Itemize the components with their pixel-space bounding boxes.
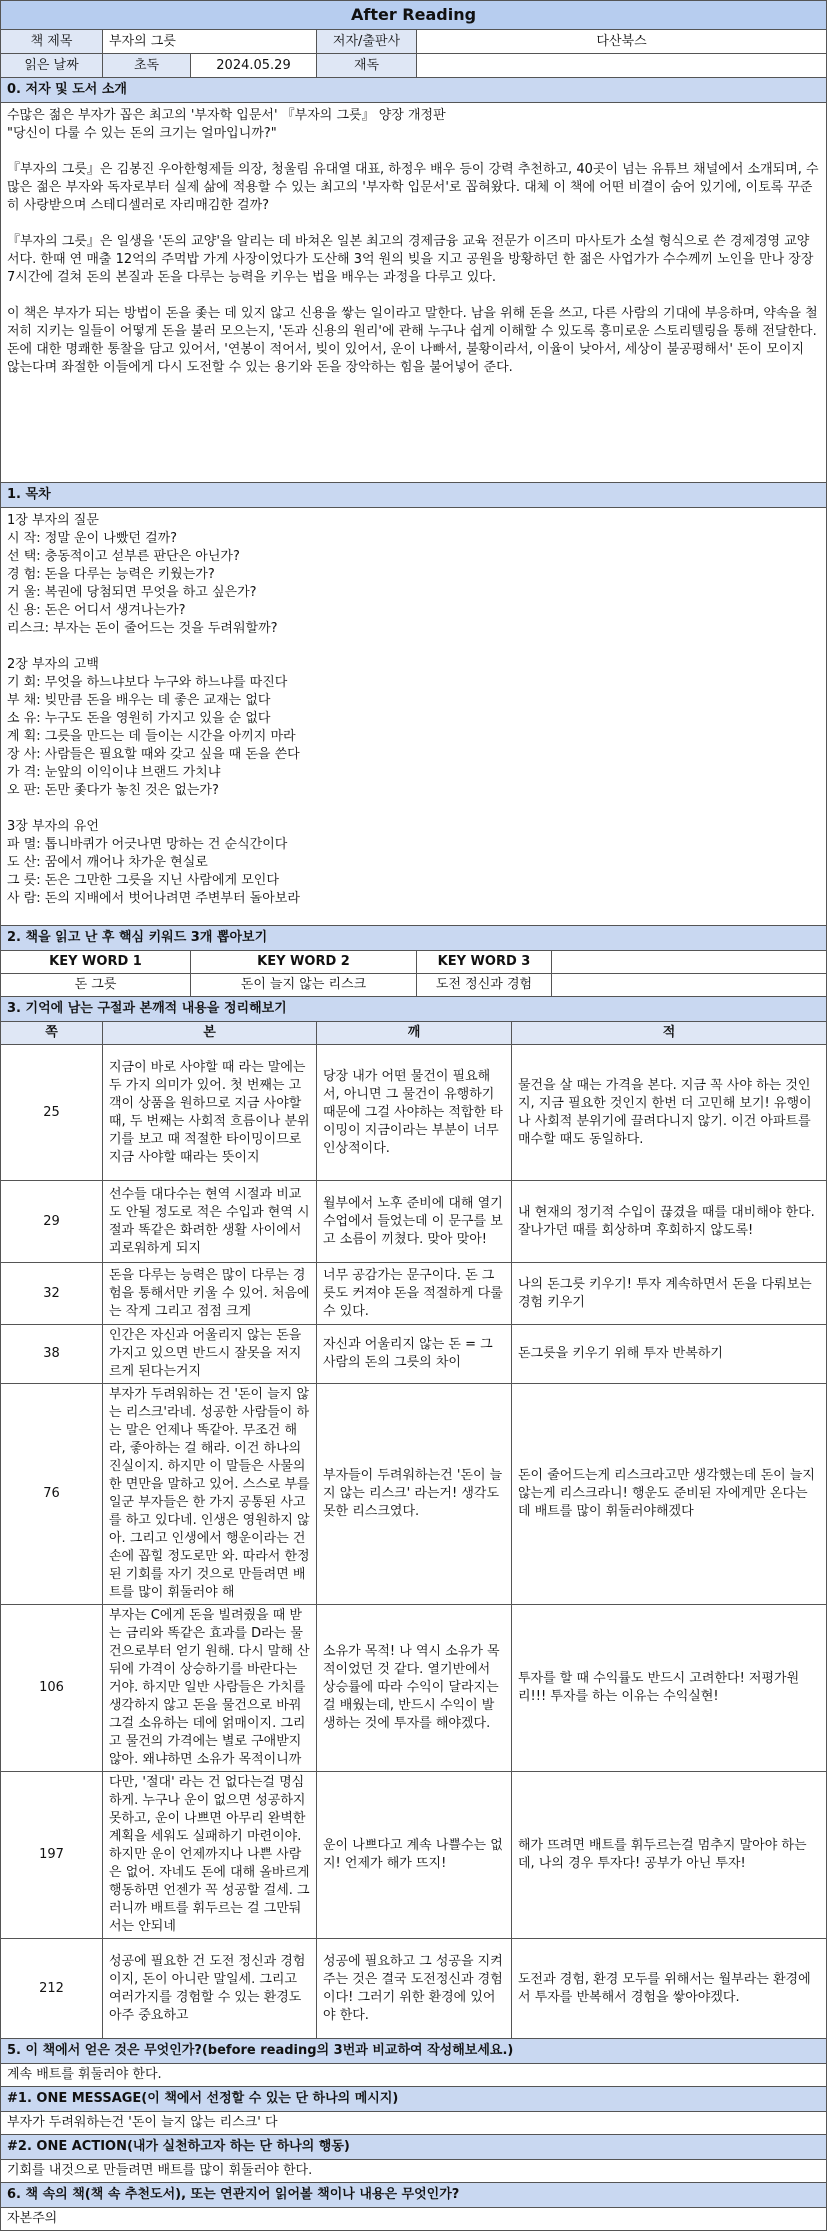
quote-row [1,1384,827,1605]
read-date-label: 읽은 날짜 [1,54,103,78]
keyword-1-value[interactable]: 돈 그릇 [1,974,191,997]
quote-page: 106 [1,1605,103,1772]
quote-row [1,1772,827,1939]
section-toc-body[interactable]: 1장 부자의 질문 시 작: 정말 운이 나빴던 걸까? 선 택: 충동적이고 섣부른 판단은 아닌가? 경 험: 돈을 다루는 능력은 키웠는가? 거 울: 복권에 당첨되면 무엇을 하고 싶은가? 신 용: 돈은 어디서 생겨나는가? 리스크: 부자는 돈이 줄어드는 것을 두려워할까? 2장 부자의 고백 기 회: 무엇을 하느냐보다 누구와 하느냐를 따진다 부 채: 빚만큼 돈을 배우는 데 좋은 교재는 없다 소 유: 누구도 돈을 영원히 가지고 있을 순 없다 계 획: 그릇을 만드는 데 들이는 시간을 아끼지 마라 장 사: 사람들은 필요할 때와 갖고 싶을 때 돈을 쓴다 가 격: 눈앞의 이익이냐 브랜드 가치냐 오 판: 돈만 좇다가 놓친 것은 없는가? 3장 부자의 유언 파 멸: 톱니바퀴가 어긋나면 망하는 건 순식간이다 도 산: 꿈에서 깨어나 차가운 현실로 그 릇: 돈은 그만한 그릇을 지닌 사람에게 모인다 사 람: 돈의 지배에서 벗어나려면 주변부터 돌아보라 [1,508,827,926]
section-related-books-title: 6. 책 속의 책(책 속 추천도서), 또는 연관지어 읽어볼 책이나 내용은 무엇인가? [1,2183,827,2208]
quote-jeok[interactable]: 돈그릇을 키우기 위해 투자 반복하기 [512,1325,827,1384]
author-label: 저자/출판사 [317,30,417,54]
quotes-header-kkae: 깨 [317,1022,512,1045]
book-title-label: 책 제목 [1,30,103,54]
quote-page: 212 [1,1939,103,2039]
quote-kkae[interactable]: 당장 내가 어떤 물건이 필요해서, 아니면 그 물건이 유행하기 때문에 그걸 사야하는 적합한 타이밍이 지금이라는 부분이 너무 인상적이다. [317,1045,512,1181]
one-action-body[interactable]: 기회를 내것으로 만들려면 배트를 많이 휘둘러야 한다. [1,2160,827,2183]
quote-jeok[interactable]: 도전과 경험, 환경 모두를 위해서는 월부라는 환경에서 투자를 반복해서 경험을 쌓아야겠다. [512,1939,827,2039]
one-message-title: #1. ONE MESSAGE(이 책에서 선정할 수 있는 단 하나의 메시지) [1,2087,827,2112]
section-takeaway-title: 5. 이 책에서 얻은 것은 무엇인가?(before reading의 3번과 비교하여 작성해보세요.) [1,2039,827,2064]
quote-jeok[interactable]: 해가 뜨려면 배트를 휘두르는걸 멈추지 말아야 하는데, 나의 경우 투자다! 공부가 아닌 투자! [512,1772,827,1939]
quote-page: 76 [1,1384,103,1605]
keyword-1-header: KEY WORD 1 [1,951,191,974]
quote-page: 38 [1,1325,103,1384]
section-toc-title: 1. 목차 [1,483,827,508]
quote-bon[interactable]: 선수들 대다수는 현역 시절과 비교도 안될 정도로 적은 수입과 현역 시절과 똑같은 화려한 생활 사이에서 괴로워하게 되지 [103,1181,317,1263]
quote-kkae[interactable]: 자신과 어울리지 않는 돈 = 그 사람의 돈의 그릇의 차이 [317,1325,512,1384]
quote-page: 197 [1,1772,103,1939]
section-quotes-title: 3. 기억에 남는 구절과 본깨적 내용을 정리해보기 [1,997,827,1022]
quote-kkae[interactable]: 소유가 목적! 나 역시 소유가 목적이었던 것 같다. 열기반에서 상승률에 따라 수익이 달라지는걸 배웠는데, 반드시 수익이 발생하는 것에 투자를 해야겠다. [317,1605,512,1772]
one-action-title: #2. ONE ACTION(내가 실천하고자 하는 단 하나의 행동) [1,2135,827,2160]
keyword-3-value[interactable]: 도전 정신과 경험 [417,974,552,997]
keyword-4-header [552,951,827,974]
quote-bon[interactable]: 인간은 자신과 어울리지 않는 돈을 가지고 있으면 반드시 잘못을 저지르게 된다는거지 [103,1325,317,1384]
quote-kkae[interactable]: 너무 공감가는 문구이다. 돈 그릇도 커져야 돈을 적절하게 다룰 수 있다. [317,1263,512,1325]
author-value[interactable]: 다산북스 [417,30,827,54]
first-read-date[interactable]: 2024.05.29 [191,54,317,78]
quote-row [1,1181,827,1263]
section-takeaway-body[interactable]: 계속 배트를 휘둘러야 한다. [1,2064,827,2087]
quote-bon[interactable]: 다만, '절대' 라는 건 없다는걸 명심하게. 누구나 운이 없으면 성공하지 못하고, 운이 나쁘면 아무리 완벽한 계획을 세워도 실패하기 마련이야. 하지만 운이 언제까지나 나쁜 사람은 없어. 자네도 돈에 대해 올바르게 행동하면 언젠가 꼭 성공할 걸세. 그러니까 배트를 휘두르는 걸 그만둬서는 안되네 [103,1772,317,1939]
quote-bon[interactable]: 부자는 C에게 돈을 빌려줬을 때 받는 금리와 똑같은 효과를 D라는 물건으로부터 얻기 원해. 다시 말해 산 뒤에 가격이 상승하기를 바란다는 거야. 하지만 일반 사람들은 가치를 생각하지 않고 돈을 물건으로 바꿔 그걸 소유하는 데에 얽매이지. 그리고 물건의 가격에는 별로 구애받지 않아. 왜냐하면 소유가 목적이니까 [103,1605,317,1772]
one-message-body[interactable]: 부자가 두려워하는건 '돈이 늘지 않는 리스크' 다 [1,2112,827,2135]
section-keywords-title: 2. 책을 읽고 난 후 핵심 키워드 3개 뽑아보기 [1,926,827,951]
keyword-3-header: KEY WORD 3 [417,951,552,974]
quote-kkae[interactable]: 성공에 필요하고 그 성공을 지켜주는 것은 결국 도전정신과 경험이다! 그러기 위한 환경에 있어야 한다. [317,1939,512,2039]
quote-jeok[interactable]: 내 현재의 정기적 수입이 끊겼을 때를 대비해야 한다. 잘나가던 때를 회상하며 후회하지 않도록! [512,1181,827,1263]
reread-label: 재독 [317,54,417,78]
quote-row [1,1605,827,1772]
section-author-intro-body[interactable]: 수많은 젊은 부자가 꼽은 최고의 '부자학 입문서' 『부자의 그릇』 양장 개정판 "당신이 다룰 수 있는 돈의 크기는 얼마입니까?" 『부자의 그릇』은 김봉진 우아한형제들 의장, 청울림 유대열 대표, 하정우 배우 등이 강력 추천하고, 40곳이 넘는 유튜브 채널에서 소개되며, 수많은 젊은 부자와 독자로부터 실제 삶에 적용할 수 있는 최고의 '부자학 입문서'로 꼽혀왔다. 대체 이 책에 어떤 비결이 숨어 있기에, 이토록 꾸준히 사랑받으며 스테디셀러로 자리매김한 걸까? 『부자의 그릇』은 일생을 '돈의 교양'을 알리는 데 바쳐온 일본 최고의 경제금융 교육 전문가 이즈미 마사토가 소설 형식으로 쓴 경제경영 교양서다. 한때 연 매출 12억의 주먹밥 가게 사장이었다가 도산해 3억 원의 빚을 지고 공원을 방황하던 한 젊은 사업가가 수수께끼 노인을 만나 장장 7시간에 걸쳐 돈의 본질과 돈을 다루는 능력을 키우는 법을 배우는 과정을 다루고 있다. 이 책은 부자가 되는 방법이 돈을 좇는 데 있지 않고 신용을 쌓는 일이라고 말한다. 남을 위해 돈을 쓰고, 다른 사람의 기대에 부응하며, 약속을 철저히 지키는 일들이 어떻게 돈을 불러 모으는지, '돈과 신용의 원리'에 관해 누구나 쉽게 이해할 수 있도록 흥미로운 스토리텔링을 통해 전달한다. 돈에 대한 명쾌한 통찰을 담고 있어서, '연봉이 적어서, 빚이 있어서, 운이 나빠서, 불황이라서, 이율이 낮아서, 세상이 불공평해서' 돈이 모이지 않는다며 좌절한 이들에게 다시 도전할 수 있는 용기와 돈을 장악하는 힘을 불어넣어 준다. [1,103,827,483]
quote-row [1,1045,827,1181]
quote-bon[interactable]: 성공에 필요한 건 도전 정신과 경험이지, 돈이 아니란 말일세. 그리고 여러가지를 경험할 수 있는 환경도 아주 중요하고 [103,1939,317,2039]
book-title-value[interactable]: 부자의 그릇 [103,30,317,54]
section-related-books-body[interactable]: 자본주의 [1,2208,827,2231]
quotes-header-bon: 본 [103,1022,317,1045]
quote-jeok[interactable]: 돈이 줄어드는게 리스크라고만 생각했는데 돈이 늘지 않는게 리스크라니! 행운도 준비된 자에게만 온다는데 배트를 많이 휘둘러야해겠다 [512,1384,827,1605]
quote-bon[interactable]: 지금이 바로 사야할 때 라는 말에는 두 가지 의미가 있어. 첫 번째는 고객이 상품을 원하므로 지금 사야할 때, 두 번째는 사회적 흐름이나 분위기를 보고 때 적절한 타이밍이므로 지금 사야할 때라는 뜻이지 [103,1045,317,1181]
first-read-label: 초독 [103,54,191,78]
reread-date[interactable] [417,54,827,78]
quote-jeok[interactable]: 물건을 살 때는 가격을 본다. 지금 꼭 사야 하는 것인지, 지금 필요한 것인지 한번 더 고민해 보기! 유행이나 사회적 분위기에 끌려다니지 않기. 이건 아파트를 매수할 때도 동일하다. [512,1045,827,1181]
quote-jeok[interactable]: 투자를 할 때 수익률도 반드시 고려한다! 저평가원리!!! 투자를 하는 이유는 수익실현! [512,1605,827,1772]
quote-kkae[interactable]: 월부에서 노후 준비에 대해 열기 수업에서 들었는데 이 문구를 보고 소름이 끼쳤다. 맞아 맞아! [317,1181,512,1263]
keyword-4-value[interactable] [552,974,827,997]
keyword-2-header: KEY WORD 2 [191,951,417,974]
quote-page: 29 [1,1181,103,1263]
quote-kkae[interactable]: 부자들이 두려워하는건 '돈이 늘지 않는 리스크' 라는거! 생각도 못한 리스크였다. [317,1384,512,1605]
quotes-header-page: 쪽 [1,1022,103,1045]
quote-bon[interactable]: 부자가 두려워하는 건 '돈이 늘지 않는 리스크'라네. 성공한 사람들이 하는 말은 언제나 똑같아. 무조건 해라, 좋아하는 걸 해라. 이건 하나의 진실이지. 하지만 이 말들은 사물의 한 면만을 말하고 있어. 스스로 부를 일군 부자들은 한 가지 공통된 사고를 하고 있다네. 인생은 영원하지 않아. 그리고 인생에서 행운이라는 건 손에 꼽힐 정도로만 와. 따라서 한정된 기회를 자기 것으로 만들려면 배트를 많이 휘둘러야 해 [103,1384,317,1605]
keyword-2-value[interactable]: 돈이 늘지 않는 리스크 [191,974,417,997]
quote-row [1,1263,827,1325]
section-author-intro-title: 0. 저자 및 도서 소개 [1,78,827,103]
quote-row [1,1325,827,1384]
quote-kkae[interactable]: 운이 나쁘다고 계속 나쁠수는 없지! 언제가 해가 뜨지! [317,1772,512,1939]
sheet-title: After Reading [1,1,827,30]
quote-bon[interactable]: 돈을 다루는 능력은 많이 다루는 경험을 통해서만 키울 수 있어. 처음에는 작게 그리고 점점 크게 [103,1263,317,1325]
quote-row [1,1939,827,2039]
quote-jeok[interactable]: 나의 돈그릇 키우기! 투자 계속하면서 돈을 다뤄보는 경험 키우기 [512,1263,827,1325]
quotes-header-jeok: 적 [512,1022,827,1045]
quote-page: 32 [1,1263,103,1325]
quote-page: 25 [1,1045,103,1181]
